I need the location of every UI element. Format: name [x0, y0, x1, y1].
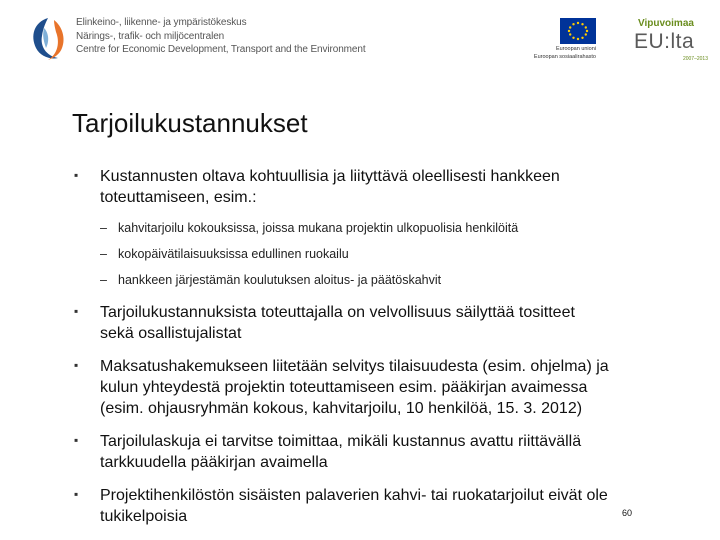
bullet-line: Maksatushakemukseen liitetään selvitys tilaisuudesta (esim. ohjelma) ja — [100, 358, 609, 375]
ely-logo-icon — [24, 14, 72, 64]
eu-flag-icon — [560, 18, 596, 44]
ely-name-en: Centre for Economic Development, Transport and the Environment — [76, 44, 366, 55]
slide-header — [0, 0, 720, 78]
bullet-line: tukikelpoisia — [100, 508, 188, 525]
bullet-line: Kustannusten oltava kohtuullisia ja liityttävä oleellisesti hankkeen — [100, 168, 560, 185]
square-bullet-icon: ▪ — [74, 358, 79, 372]
square-bullet-icon: ▪ — [74, 487, 79, 501]
sub-item — [72, 220, 682, 236]
square-bullet-icon: ▪ — [74, 168, 79, 182]
dash-bullet-icon: – — [100, 247, 107, 261]
bullet-line: toteuttamiseen, esim.: — [100, 189, 257, 206]
vipuvoimaa-period: 2007–2013 — [682, 56, 708, 62]
bullet-item — [72, 431, 682, 473]
eu-fund-label: Euroopan sosiaalirahasto — [533, 54, 596, 60]
eu-union-label: Euroopan unioni — [555, 46, 596, 52]
vipuvoimaa-logo — [632, 18, 712, 68]
dash-bullet-icon: – — [100, 273, 107, 287]
square-bullet-icon: ▪ — [74, 304, 79, 318]
ely-name-text — [76, 16, 366, 57]
bullet-line: sekä osallistujalistat — [100, 325, 242, 342]
bullet-item — [72, 356, 682, 419]
bullet-line: Projektihenkilöstön sisäisten palaverien kahvi- tai ruokatarjoilut eivät ole — [100, 487, 608, 504]
vipuvoimaa-eu-text: EU:lta — [634, 30, 695, 53]
bullet-item — [72, 166, 682, 208]
sub-item — [72, 246, 682, 262]
bullet-item — [72, 485, 682, 527]
bullet-line: kulun yhteydestä projektin toteuttamiseen esim. pääkirjan avaimessa — [100, 379, 588, 396]
slide-title: Tarjoilukustannukset — [72, 108, 308, 138]
bullet-line: tarkkuudella pääkirjan avaimella — [100, 454, 328, 471]
bullet-line: Tarjoilulaskuja ei tarvitse toimittaa, mikäli kustannus avattu riittävällä — [100, 433, 582, 450]
ely-name-sv: Närings-, trafik- och miljöcentralen — [76, 30, 225, 42]
bullet-line: (esim. ohjausryhmän kokous, kahvitarjoilu, 10 henkilöä, 15. 3. 2012) — [100, 400, 583, 417]
bullet-list — [72, 166, 682, 527]
vipuvoimaa-title: Vipuvoimaa — [638, 18, 694, 29]
sub-item-text: kahvitarjoilu kokouksissa, joissa mukana projektin ulkopuolisia henkilöitä — [118, 221, 519, 235]
sub-item-text: hankkeen järjestämän koulutuksen aloitus- ja päätöskahvit — [118, 273, 442, 287]
page-number: 60 — [622, 508, 633, 518]
dash-bullet-icon: – — [100, 221, 107, 235]
sub-item — [72, 272, 682, 288]
eu-logo — [486, 18, 596, 66]
bullet-line: Tarjoilukustannuksista toteuttajalla on velvollisuus säilyttää tositteet — [100, 304, 575, 321]
sub-item-text: kokopäivätilaisuuksissa edullinen ruokailu — [118, 247, 349, 261]
ely-name-fi: Elinkeino-, liikenne- ja ympäristökeskus — [76, 17, 247, 28]
bullet-item — [72, 302, 682, 344]
square-bullet-icon: ▪ — [74, 433, 79, 447]
